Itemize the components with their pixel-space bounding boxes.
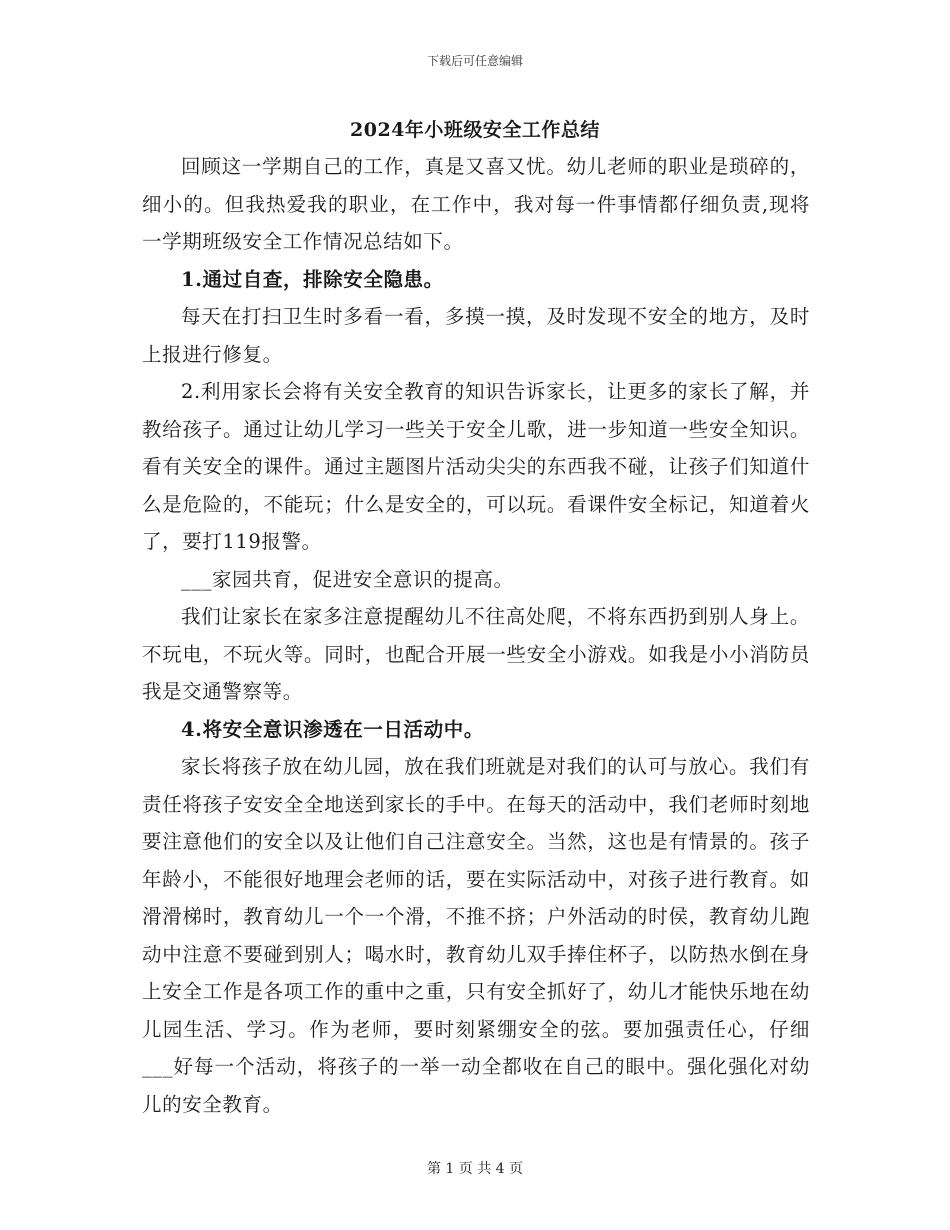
section-heading-3: ___家园共育，促进安全意识的提高。 bbox=[181, 567, 514, 591]
section-heading-1: 1.通过自查，排除安全隐患。 bbox=[181, 267, 444, 291]
paragraph-4: 家长将孩子放在幼儿园，放在我们班就是对我们的认可与放心。我们有责任将孩子安安全全地送到家长的手中。在每天的活动中，我们老师时刻地要注意他们的安全以及让他们自己注意安全。当然，这也是有情景的。孩子年龄小，不能很好地理会老师的话，要在实际活动中，对孩子进行教育。如滑滑梯时，教育幼儿一个一个滑，不推不挤；户外活动的时侯，教育幼儿跑动中注意不要碰到别人；喝水时，教育幼儿双手捧住杯子，以防热水倒在身上安全工作是各项工作的重中之重，只有安全抓好了，幼儿才能快乐地在幼儿园生活、学习。作为老师，要时刻紧绷安全的弦。要加强责任心，仔细___好每一个活动，将孩子的一举一动全都收在自己的眼中。强化强化对幼儿的安全教育。 bbox=[142, 755, 810, 1116]
paragraph-intro: 回顾这一学期自己的工作，真是又喜又忧。幼儿老师的职业是琐碎的，细小的。但我热爱我的职业，在工作中，我对每一件事情都仔细负责,现将一学期班级安全工作情况总结如下。 bbox=[142, 155, 810, 253]
paragraph-2: 2.利用家长会将有关安全教育的知识告诉家长，让更多的家长了解，并教给孩子。通过让幼儿学习一些关于安全儿歌，进一步知道一些安全知识。看有关安全的课件。通过主题图片活动尖尖的东西我不碰，让孩子们知道什么是危险的，不能玩；什么是安全的，可以玩。看课件安全标记，知道着火了，要打119报警。 bbox=[142, 380, 810, 553]
paragraph-1: 每天在打扫卫生时多看一看，多摸一摸，及时发现不安全的地方，及时上报进行修复。 bbox=[142, 305, 810, 366]
header-note: 下载后可任意编辑 bbox=[426, 54, 523, 68]
document-body bbox=[142, 148, 810, 1123]
document-title: 2024年小班级安全工作总结 bbox=[350, 119, 600, 141]
paragraph-3: 我们让家长在家多注意提醒幼儿不往高处爬，不将东西扔到别人身上。不玩电，不玩火等。同时，也配合开展一些安全小游戏。如我是小小消防员我是交通警察等。 bbox=[142, 605, 810, 703]
page-number: 第 1 页 共 4 页 bbox=[426, 1161, 524, 1177]
section-heading-4: 4.将安全意识渗透在一日活动中。 bbox=[181, 717, 484, 741]
